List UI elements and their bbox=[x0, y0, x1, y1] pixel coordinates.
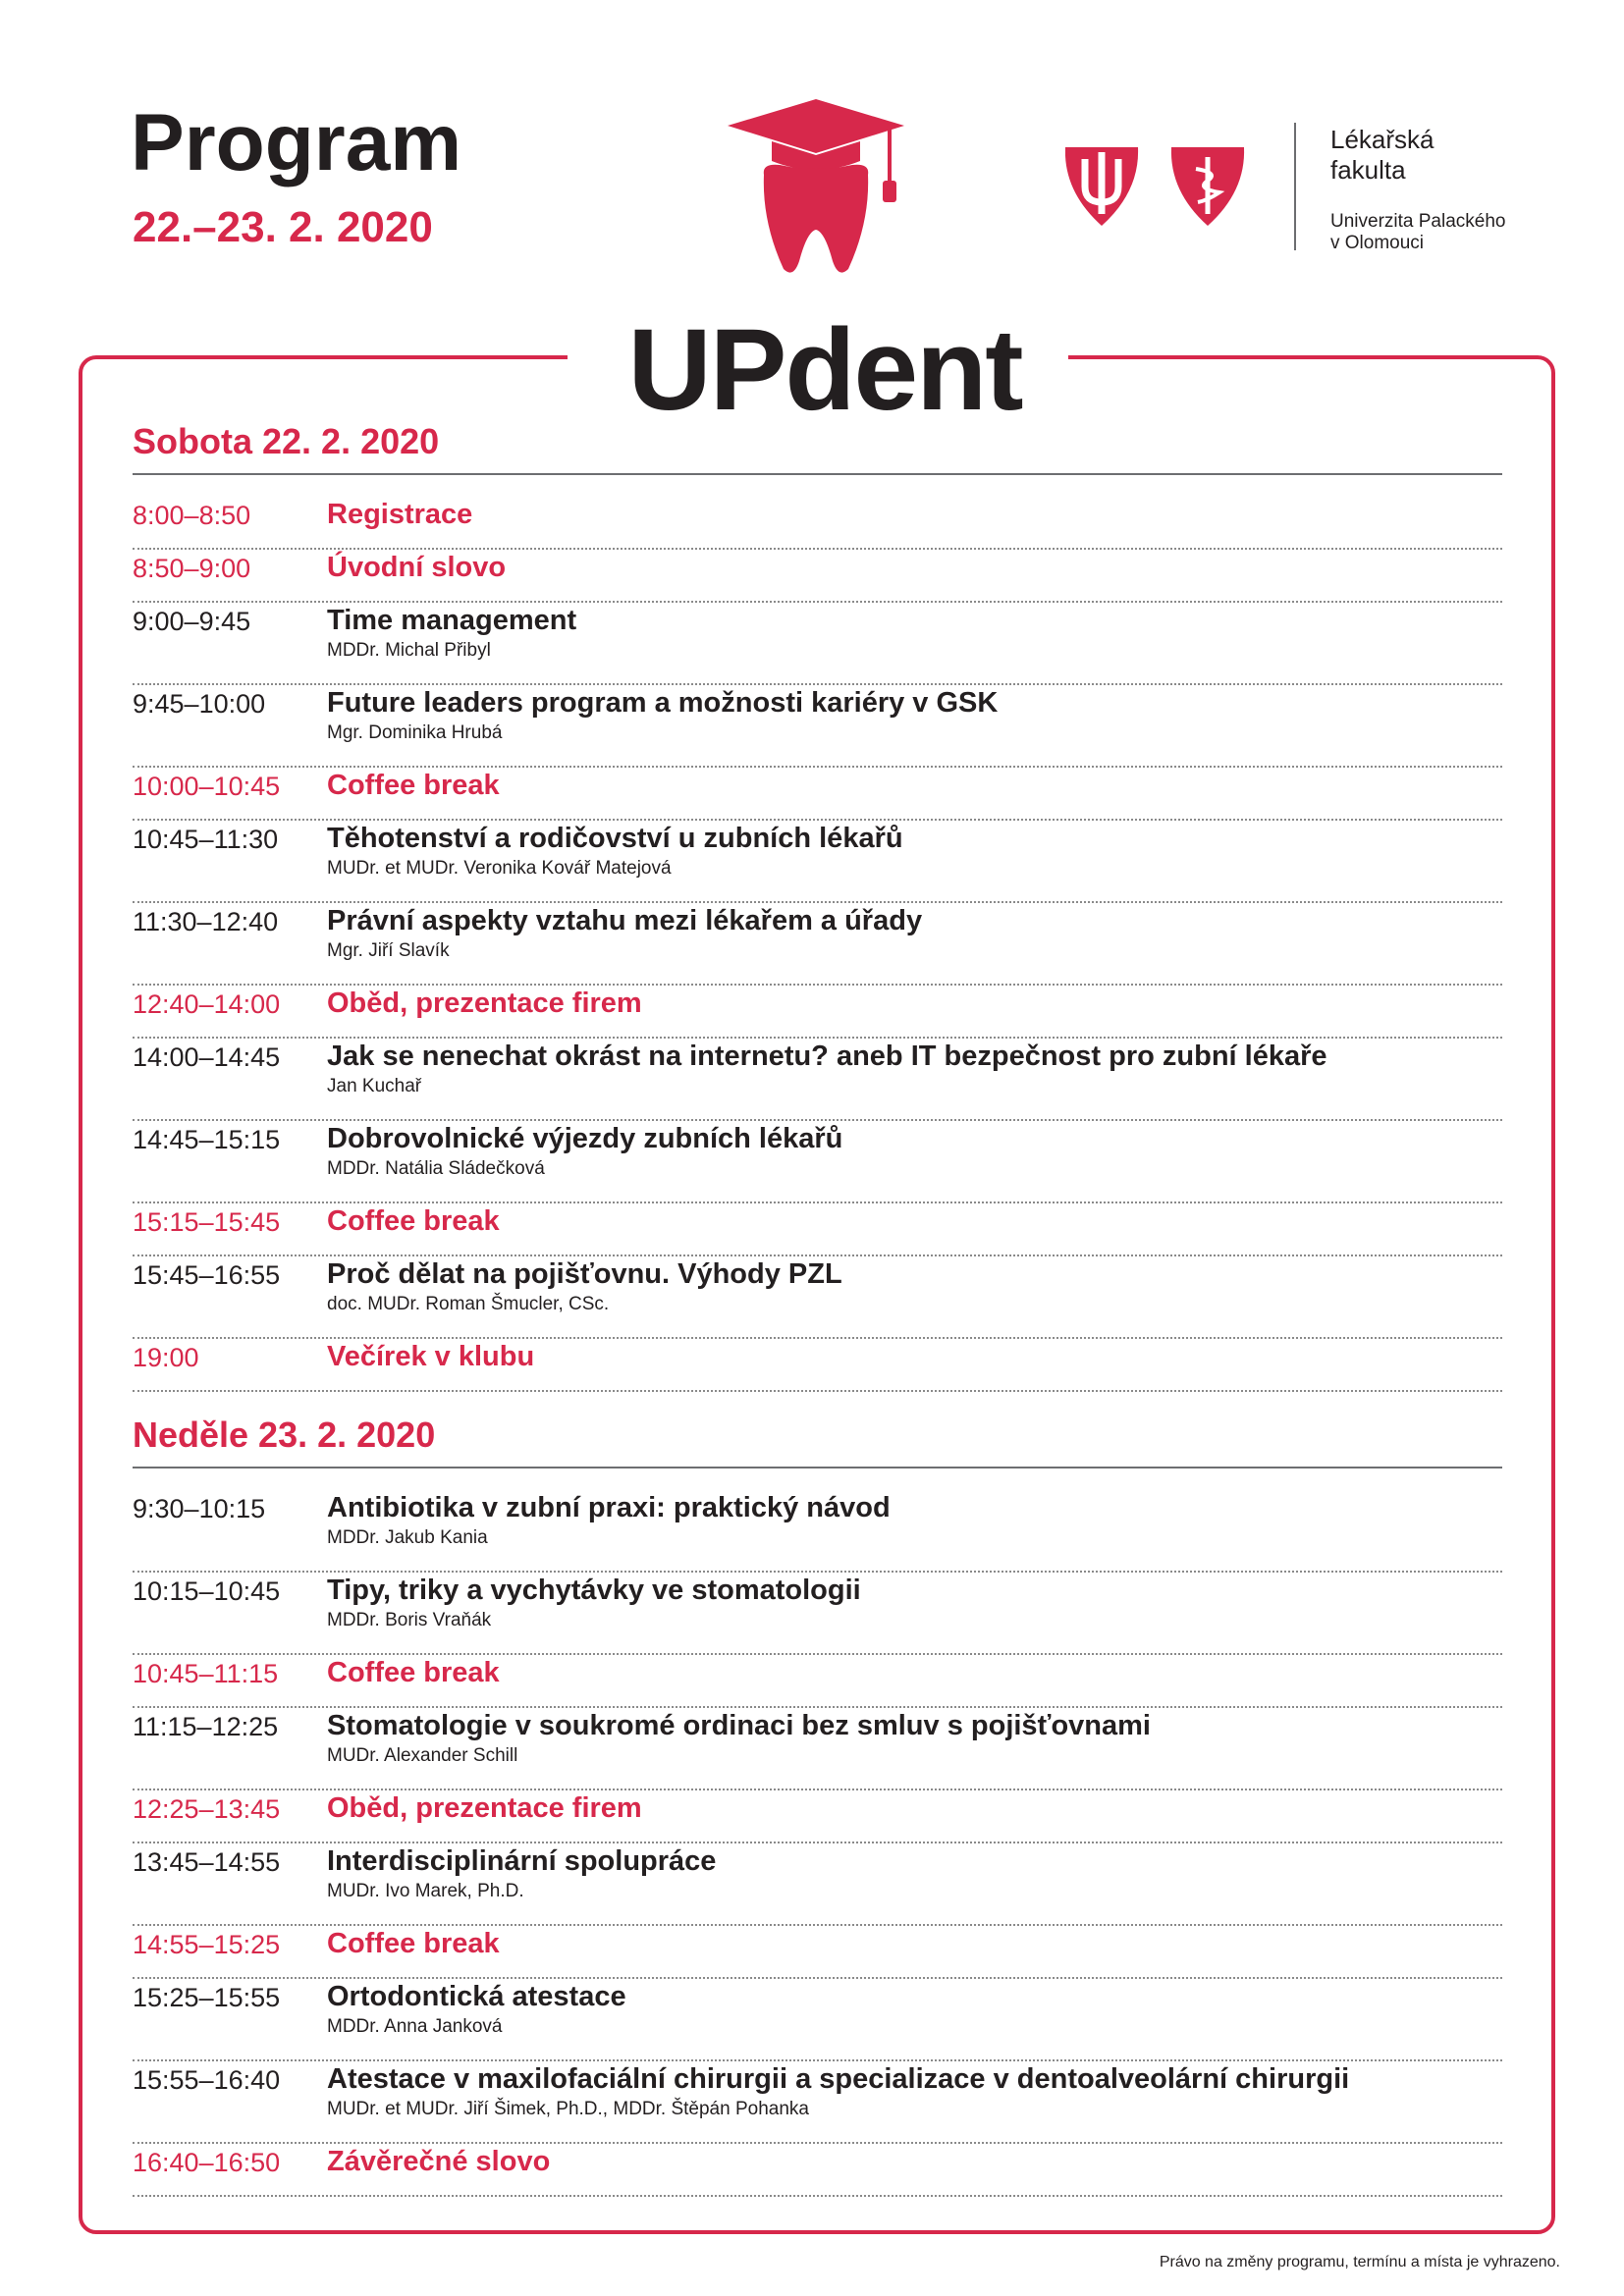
session-body bbox=[327, 1708, 1502, 1789]
session-speaker: MDDr. Boris Vraňák bbox=[327, 1610, 492, 1631]
schedule-row bbox=[133, 1708, 1502, 1790]
session-body bbox=[327, 1979, 1502, 2059]
schedule-row bbox=[133, 986, 1502, 1039]
session-speaker: MUDr. et MUDr. Jiří Šimek, Ph.D., MDDr. Štěpán Pohanka bbox=[327, 2099, 809, 2120]
session-body bbox=[327, 1926, 1502, 1977]
session-body bbox=[327, 550, 1502, 601]
session-time: 19:00 bbox=[133, 1343, 199, 1372]
session-time: 9:45–10:00 bbox=[133, 689, 266, 719]
session-time: 8:00–8:50 bbox=[133, 501, 251, 530]
schedule-row bbox=[133, 550, 1502, 603]
session-title: Coffee break bbox=[327, 1657, 500, 1688]
session-title: Právní aspekty vztahu mezi lékařem a úřady bbox=[327, 905, 923, 936]
session-title: Proč dělat na pojišťovnu. Výhody PZL bbox=[327, 1258, 842, 1290]
session-title: Interdisciplinární spolupráce bbox=[327, 1845, 717, 1877]
session-body bbox=[327, 1490, 1502, 1571]
schedule-row bbox=[133, 768, 1502, 821]
schedule-row bbox=[133, 1121, 1502, 1203]
session-body bbox=[327, 685, 1502, 766]
university-logos bbox=[1065, 147, 1262, 236]
tooth-graduation-cap-logo bbox=[723, 94, 909, 286]
session-time: 14:00–14:45 bbox=[133, 1042, 281, 1072]
day-heading: Neděle 23. 2. 2020 bbox=[133, 1417, 1502, 1468]
footnote: Právo na změny programu, termínu a místa je vyhrazeno. bbox=[1159, 2254, 1560, 2270]
session-title: Oběd, prezentace firem bbox=[327, 988, 642, 1019]
schedule-row bbox=[133, 1843, 1502, 1926]
brand-title: UPdent bbox=[614, 312, 1036, 428]
session-time: 13:45–14:55 bbox=[133, 1847, 281, 1877]
session-body bbox=[327, 497, 1502, 548]
schedule-row bbox=[133, 903, 1502, 986]
session-title: Jak se nenechat okrást na internetu? aneb IT bezpečnost pro zubní lékaře bbox=[327, 1041, 1327, 1072]
schedule-row bbox=[133, 1926, 1502, 1979]
session-title: Future leaders program a možnosti kariéry v GSK bbox=[327, 687, 999, 719]
session-body bbox=[327, 903, 1502, 984]
session-body bbox=[327, 1655, 1502, 1706]
session-title: Těhotenství a rodičovství u zubních lékařů bbox=[327, 823, 903, 854]
session-time: 14:45–15:15 bbox=[133, 1125, 281, 1154]
logo-divider bbox=[1294, 123, 1296, 250]
session-time: 10:00–10:45 bbox=[133, 772, 281, 801]
session-time: 15:25–15:55 bbox=[133, 1983, 281, 2012]
session-body bbox=[327, 1256, 1502, 1337]
day-section bbox=[133, 1417, 1502, 2197]
session-time: 15:15–15:45 bbox=[133, 1207, 281, 1237]
day-heading: Sobota 22. 2. 2020 bbox=[133, 424, 1502, 475]
session-time: 15:45–16:55 bbox=[133, 1260, 281, 1290]
session-title: Atestace v maxilofaciální chirurgii a specializace v dentoalveolární chirurgii bbox=[327, 2063, 1350, 2095]
session-time: 11:15–12:25 bbox=[133, 1712, 279, 1741]
schedule-row bbox=[133, 2144, 1502, 2197]
schedule-row bbox=[133, 2061, 1502, 2144]
session-body bbox=[327, 1121, 1502, 1201]
event-dates: 22.–23. 2. 2020 bbox=[133, 203, 433, 251]
session-speaker: MUDr. Ivo Marek, Ph.D. bbox=[327, 1881, 524, 1902]
session-speaker: MDDr. Michal Přibyl bbox=[327, 640, 491, 662]
session-time: 16:40–16:50 bbox=[133, 2148, 281, 2177]
session-body bbox=[327, 1573, 1502, 1653]
schedule-list bbox=[133, 1490, 1502, 2197]
session-time: 12:25–13:45 bbox=[133, 1794, 281, 1824]
session-body bbox=[327, 1039, 1502, 1119]
page-title: Program bbox=[131, 98, 462, 187]
session-body bbox=[327, 2061, 1502, 2142]
schedule-row bbox=[133, 1490, 1502, 1573]
day-section bbox=[133, 421, 1502, 1392]
session-time: 9:00–9:45 bbox=[133, 607, 251, 636]
session-time: 9:30–10:15 bbox=[133, 1494, 266, 1523]
schedule-row bbox=[133, 1790, 1502, 1843]
schedule-row bbox=[133, 1655, 1502, 1708]
session-time: 10:15–10:45 bbox=[133, 1576, 281, 1606]
session-speaker: doc. MUDr. Roman Šmucler, CSc. bbox=[327, 1294, 610, 1315]
session-speaker: MDDr. Jakub Kania bbox=[327, 1527, 488, 1549]
session-body bbox=[327, 1790, 1502, 1842]
session-time: 15:55–16:40 bbox=[133, 2065, 281, 2095]
session-speaker: MDDr. Natália Sládečková bbox=[327, 1158, 545, 1180]
session-speaker: Mgr. Dominika Hrubá bbox=[327, 722, 503, 744]
session-speaker: MDDr. Anna Janková bbox=[327, 2016, 503, 2038]
session-body bbox=[327, 821, 1502, 901]
session-title: Coffee break bbox=[327, 1205, 500, 1237]
session-title: Tipy, triky a vychytávky ve stomatologii bbox=[327, 1575, 861, 1606]
session-time: 10:45–11:30 bbox=[133, 825, 279, 854]
session-title: Coffee break bbox=[327, 1928, 500, 1959]
university-name: Univerzita Palackého v Olomouci bbox=[1330, 211, 1506, 253]
session-title: Time management bbox=[327, 605, 577, 636]
session-speaker: Jan Kuchař bbox=[327, 1076, 422, 1097]
schedule-row bbox=[133, 1339, 1502, 1392]
session-title: Dobrovolnické výjezdy zubních lékařů bbox=[327, 1123, 843, 1154]
session-title: Úvodní slovo bbox=[327, 552, 507, 583]
session-time: 10:45–11:15 bbox=[133, 1659, 279, 1688]
session-body bbox=[327, 1203, 1502, 1255]
schedule-row bbox=[133, 1573, 1502, 1655]
session-title: Registrace bbox=[327, 499, 473, 530]
schedule-row bbox=[133, 1203, 1502, 1256]
session-title: Večírek v klubu bbox=[327, 1341, 535, 1372]
schedule-row bbox=[133, 1979, 1502, 2061]
session-title: Závěrečné slovo bbox=[327, 2146, 551, 2177]
session-title: Oběd, prezentace firem bbox=[327, 1792, 642, 1824]
schedule-row bbox=[133, 497, 1502, 550]
faculty-name: Lékařská fakulta bbox=[1330, 125, 1435, 185]
session-title: Antibiotika v zubní praxi: praktický návod bbox=[327, 1492, 891, 1523]
session-time: 14:55–15:25 bbox=[133, 1930, 281, 1959]
session-speaker: MUDr. Alexander Schill bbox=[327, 1745, 518, 1767]
schedule-row bbox=[133, 685, 1502, 768]
session-body bbox=[327, 1843, 1502, 1924]
schedule-row bbox=[133, 1039, 1502, 1121]
session-speaker: Mgr. Jiří Slavík bbox=[327, 940, 450, 962]
session-body bbox=[327, 986, 1502, 1037]
schedule-list bbox=[133, 497, 1502, 1392]
session-time: 12:40–14:00 bbox=[133, 989, 281, 1019]
session-time: 11:30–12:40 bbox=[133, 907, 279, 936]
schedule-row bbox=[133, 821, 1502, 903]
session-body bbox=[327, 603, 1502, 683]
session-title: Coffee break bbox=[327, 770, 500, 801]
schedule-row bbox=[133, 603, 1502, 685]
session-time: 8:50–9:00 bbox=[133, 554, 251, 583]
session-speaker: MUDr. et MUDr. Veronika Kovář Matejová bbox=[327, 858, 672, 880]
session-body bbox=[327, 768, 1502, 819]
session-body bbox=[327, 1339, 1502, 1390]
session-title: Ortodontická atestace bbox=[327, 1981, 626, 2012]
session-title: Stomatologie v soukromé ordinaci bez smluv s pojišťovnami bbox=[327, 1710, 1151, 1741]
schedule-row bbox=[133, 1256, 1502, 1339]
session-body bbox=[327, 2144, 1502, 2195]
